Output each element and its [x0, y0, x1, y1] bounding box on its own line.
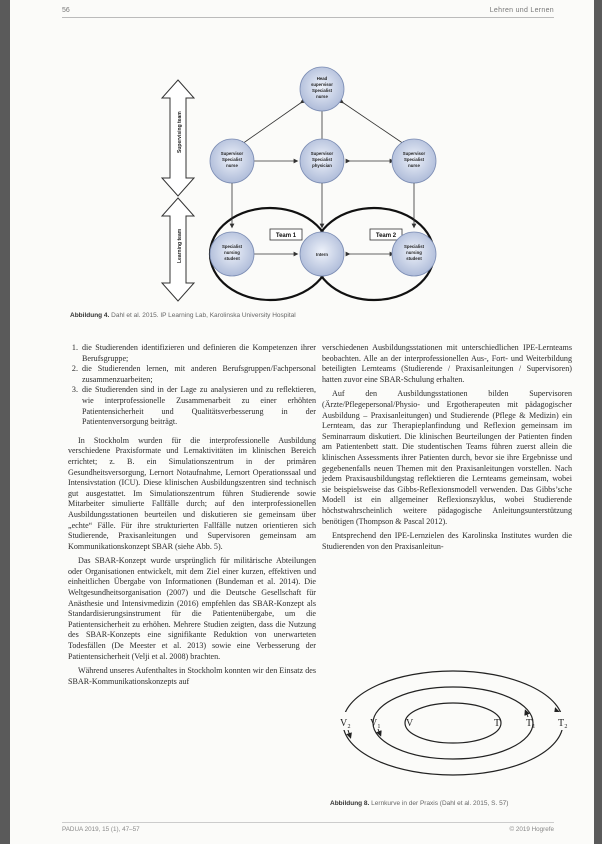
list-item: 1. die Studierenden identifizieren und definieren die Kompetenzen ihrer Berufsgruppe; [80, 343, 316, 364]
svg-text:Specialist: Specialist [221, 244, 243, 249]
svg-text:nurse: nurse [316, 94, 328, 99]
paragraph: Das SBAR-Konzept wurde ursprünglich für militärische Abteilungen oder Organisationen entwickelt, mit dem Ziel einer kurzen, effektiven und einheitlichen Übergabe von Informationen (Bundeman et al. 2014). Die Weltgesundheitsorganisation (2007) und die Deutsche Gesellschaft für Anästhesie und Intensivmedizin (2016) empfehlen das SBAR-Konzept als Standardisierungsinstrument für die Patientenübergabe, um die Patientensicherheit zu erhöhen. Mehrere Studien zeigten, dass die Nutzung des SBAR-Konzepts eine signifikante Reduktion von unerwarteten Todesfällen (De Meester et al. 2013) sowie eine Verbesserung der Patientensicherheit (Velji et al. 2008) brachten. [68, 556, 316, 661]
svg-text:Head: Head [316, 76, 328, 81]
svg-text:Specialist: Specialist [221, 157, 243, 162]
figure-8-caption-label: Abbildung 8. [330, 800, 370, 807]
paragraph: Auf den Ausbildungsstationen bilden Supervisoren (Ärzte/Pflegepersonal/Physio- und Ergotherapeuten mit pädagogischer Ausbildung – Praxisanleitungen) und Studierende (Pflege & Medizin) ein Lernteam, das zur Therapieplanfindung und Reflexion gemeinsam im Seminarraum diskutiert. Die klinischen Beurteilungen der Patienten finden am Patientenbett statt. Die studentischen Teams führen zuerst allein die klinischen Assessments ihrer Patienten durch, bevor sie ihre Ergebnisse und gegebenenfalls neuen Themen mit den Praxisanleitungen vorstellen. Nach jedem Praxisausbildungstag reflektieren die Lernteams gemeinsam, wobei sie beispielsweise das Gibbs-Reflexionsmodell verwenden. Das Gibbs’sche Modell ist ein allgemeiner Reflexionszyklus, wobei Studierende höchstwahrscheinlich weitere pädagogische Anleitungsunterstützung benötigen (Thompson & Pascal 2012). [322, 389, 572, 526]
publisher: © 2019 Hogrefe [509, 826, 554, 833]
journal-citation: PADUA 2019, 15 (1), 47–57 [62, 826, 140, 833]
team-1-label: Team 1 [275, 233, 297, 239]
figure-8 [328, 660, 578, 790]
paragraph: verschiedenen Ausbildungsstationen mit unterschiedlichen IPE-Lernteams beobachten. Alle an der interprofessionellen Aus-, Fort- und Weiterbildung beteiligten Lernteams (Studierende / Praxisanleitungen / Supervisoren) hatten zuvor eine SBAR-Schulung erhalten. [322, 343, 572, 384]
supervising-team-label: Supervising team [177, 111, 183, 153]
figure-4-caption [70, 312, 570, 319]
inner-cycle [405, 703, 501, 743]
node-student-center [300, 232, 344, 276]
svg-text:Specialist: Specialist [311, 157, 333, 162]
label-t: T [494, 718, 501, 729]
footer [62, 826, 554, 836]
paragraph: Während unseres Aufenthaltes in Stockholm konnten wir den Einsatz des SBAR-Kommunikationskonzepts auf [68, 666, 316, 686]
svg-text:Supervisor: Supervisor [220, 151, 244, 156]
node-supervisor-center [300, 139, 344, 183]
figure-8-diagram [328, 660, 578, 790]
svg-text:Specialist: Specialist [403, 244, 425, 249]
figure-8-caption-text: Lernkurve in der Praxis (Dahl et al. 2015, S. 57) [371, 800, 509, 807]
node-head-supervisor [300, 67, 344, 111]
paragraph: In Stockholm wurden für die interprofessionelle Ausbildung verschiedene Praxisformate und Lernaktivitäten im klinischen Bereich errichtet; z. B. ein Simulationszentrum in der primären Gesundheitsversorgung, Lernort Notaufnahme, Lernort Operationssaal und Intensivstation (ICU). Diese klinischen Ausbildungszentren sind technisch gut ausgestattet. Im Simulationszentrum führen Studierende sowie Mitarbeiter simulierte Fallfälle durch; auf den interprofessionellen Ausbildungsstationen beurteilen und diskutieren sie gemeinsam über „echte“ Fälle. Für ihre strukturierten Fallfälle nutzen orientieren sich Studierende, Praxisanleitungen und Supervisoren gemeinsam am Kommunikationskonzept SBAR (siehe Abb. 5). [68, 435, 316, 551]
svg-text:Specialist: Specialist [403, 157, 425, 162]
svg-text:Specialist: Specialist [311, 88, 333, 93]
footer-rule [62, 822, 554, 823]
figure-4-diagram [70, 58, 570, 310]
label-t1: T₁ [526, 718, 536, 729]
svg-text:nursing: nursing [406, 250, 422, 255]
svg-text:nurse: nurse [408, 163, 420, 168]
section-title: Lehren und Lernen [489, 7, 554, 14]
middle-cycle [373, 687, 533, 759]
svg-text:Supervisor: Supervisor [402, 151, 426, 156]
label-v1: V₁ [370, 718, 381, 729]
page-number: 56 [62, 7, 70, 14]
objectives-list [68, 343, 316, 428]
figure-4-caption-text: Dahl et al. 2015. IP Learning Lab, Karolinska University Hospital [111, 312, 296, 319]
team-2-label: Team 2 [375, 233, 397, 239]
svg-text:student: student [406, 256, 422, 261]
right-column [322, 343, 572, 556]
supervising-team-arrow [162, 80, 194, 196]
paragraph: Entsprechend den IPE-Lernzielen des Karolinska Institutes wurden die Studierenden von den Praxisanleitun- [322, 531, 572, 551]
svg-text:physician: physician [312, 163, 332, 168]
document-page [10, 0, 594, 844]
list-item: 2. die Studierenden lernen, mit anderen Berufsgruppen/Fachpersonal zusammenzuarbeiten; [80, 364, 316, 385]
svg-text:nurse: nurse [226, 163, 238, 168]
left-column [68, 343, 316, 691]
figure-4 [70, 58, 570, 310]
svg-text:student: student [224, 256, 240, 261]
node-supervisor-left [210, 139, 254, 183]
node-student-right [392, 232, 436, 276]
label-v2: V₂ [340, 718, 351, 729]
header-rule [62, 17, 554, 18]
learning-team-arrow [162, 198, 194, 301]
node-supervisor-right [392, 139, 436, 183]
svg-text:Supervisor: Supervisor [310, 151, 334, 156]
figure-4-caption-label: Abbildung 4. [70, 312, 110, 319]
label-v: V [406, 718, 414, 729]
list-item: 3. die Studierenden sind in der Lage zu analysieren und zu reflektieren, wie interprofessionelle Zusammenarbeit zu einer erhöhten Patientensicherheit und Qualitätsverbesserung in der Patientenversorgung beiträgt. [80, 385, 316, 427]
learning-team-label: Learning team [177, 228, 183, 263]
node-student-left [210, 232, 254, 276]
svg-text:supervisor: supervisor [311, 82, 333, 87]
running-header [10, 6, 594, 20]
svg-text:nursing: nursing [224, 250, 240, 255]
label-t2: T₂ [558, 718, 568, 729]
figure-8-caption [330, 800, 580, 807]
svg-text:Intern: Intern [316, 252, 328, 257]
